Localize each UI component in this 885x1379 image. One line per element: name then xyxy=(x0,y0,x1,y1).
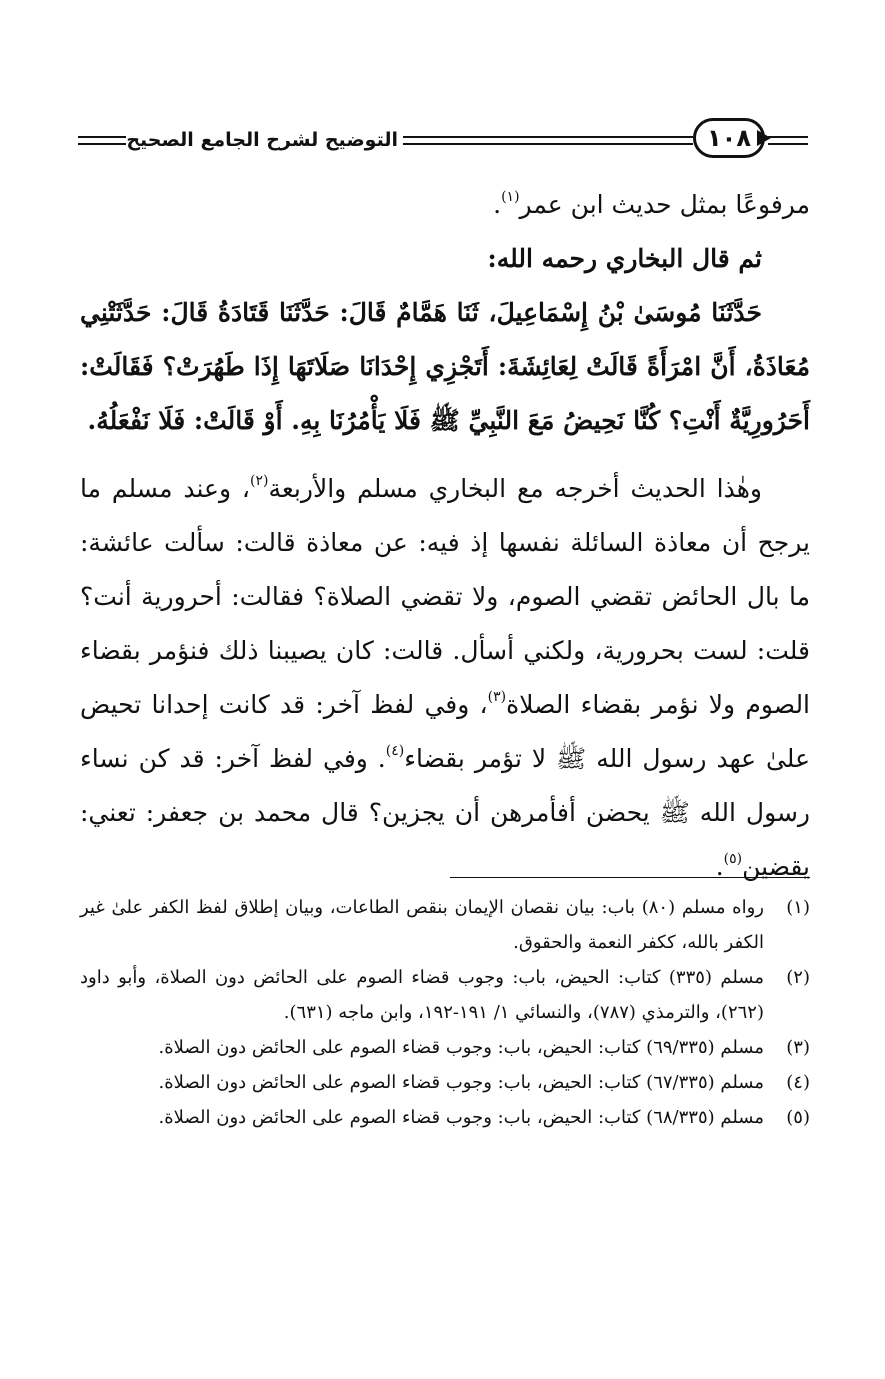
footnote-5 xyxy=(80,1100,810,1135)
page-number: ١٠٨ xyxy=(693,118,765,158)
footnote-text: مسلم (٦٨/٣٣٥) كتاب: الحيض، باب: وجوب قضاء الصوم على الحائض دون الصلاة. xyxy=(158,1107,764,1128)
main-text xyxy=(80,178,810,894)
footnote-text: رواه مسلم (٨٠) باب: بيان نقصان الإيمان بنقص الطاعات، وبيان إطلاق لفظ الكفر علىٰ غير الكفر بالله، ككفر النعمة والحقوق. xyxy=(80,897,764,953)
section-heading: ثم قال البخاري رحمه الله: xyxy=(487,244,762,273)
footnote-1 xyxy=(80,890,810,960)
footnote-number: (١) xyxy=(786,897,810,918)
footnote-number: (٣) xyxy=(786,1037,810,1058)
footnote-ref-1[interactable]: (١) xyxy=(501,189,520,205)
footnote-number: (٥) xyxy=(786,1107,810,1128)
page-header xyxy=(78,118,808,162)
footnote-ref-4[interactable]: (٤) xyxy=(385,743,405,759)
footnote-2 xyxy=(80,960,810,1030)
footnote-text: مسلم (٣٣٥) كتاب: الحيض، باب: وجوب قضاء الصوم على الحائض دون الصلاة، وأبو داود (٢٦٢)، والترمذي (٧٨٧)، والنسائي ١/ ١٩١-١٩٢، وابن ماجه (٦٣١). xyxy=(80,967,764,1023)
header-rule-left xyxy=(78,136,126,145)
footnote-3 xyxy=(80,1030,810,1065)
footnote-number: (٢) xyxy=(786,967,810,988)
commentary-paragraph: وهٰذا الحديث أخرجه مع البخاري مسلم والأربعة$^{(٢)}$، وعند مسلم ما يرجح أن معاذة السائلة نفسها إذ فيه: عن معاذة قالت: سألت عائشة: ما بال الحائض تقضي الصوم، ولا تقضي الصلاة؟ فقالت: أحرورية أنت؟ قلت: لست بحرورية، ولكني أسأل. قالت: كان يصيبنا ذلك فنؤمر بقضاء الصوم ولا نؤمر بقضاء الصلاة$^{(٣)}$، وفي لفظ آخر: قد كانت إحدانا تحيض علىٰ عهد رسول الله ﷺ لا تؤمر بقضاء$^{(٤)}$. وفي لفظ آخر: قد كن نساء رسول الله ﷺ يحضن أفأمرهن أن يجزين؟ قال محمد بن جعفر: تعني: يقضين$^{(٥)}$. xyxy=(80,473,811,881)
footnote-ref-5[interactable]: (٥) xyxy=(723,851,743,867)
footnote-ref-3[interactable]: (٣) xyxy=(487,689,507,705)
header-rule-right xyxy=(768,136,808,145)
footnotes xyxy=(80,890,810,1135)
hadith-text: حَدَّثَنَا مُوسَىٰ بْنُ إِسْمَاعِيلَ، ثَنَا هَمَّامٌ قَالَ: حَدَّثَنَا قَتَادَةُ قَالَ: حَدَّثَتْنِي مُعَاذَةُ، أَنَّ امْرَأَةً قَالَتْ لِعَائِشَةَ: أَتَجْزِي إِحْدَانَا صَلَاتَهَا إِذَا طَهُرَتْ؟ فَقَالَتْ: أَحَرُورِيَّةٌ أَنْتِ؟ كُنَّا نَحِيضُ مَعَ النَّبِيِّ ﷺ فَلَا يَأْمُرُنَا بِهِ. أَوْ قَالَتْ: فَلَا نَفْعَلُهُ. xyxy=(80,298,810,435)
footnote-ref-2[interactable]: (٢) xyxy=(249,473,269,489)
footnote-number: (٤) xyxy=(786,1072,810,1093)
footnote-4 xyxy=(80,1065,810,1100)
footnote-text: مسلم (٦٩/٣٣٥) كتاب: الحيض، باب: وجوب قضاء الصوم على الحائض دون الصلاة. xyxy=(158,1037,764,1058)
continuation-line: مرفوعًا بمثل حديث ابن عمر$^{(١)}$. xyxy=(493,189,810,219)
footnote-separator xyxy=(450,877,810,878)
footnote-text: مسلم (٦٧/٣٣٥) كتاب: الحيض، باب: وجوب قضاء الصوم على الحائض دون الصلاة. xyxy=(158,1072,764,1093)
book-title: التوضيح لشرح الجامع الصحيح xyxy=(126,129,398,151)
header-rule-middle xyxy=(403,136,693,145)
